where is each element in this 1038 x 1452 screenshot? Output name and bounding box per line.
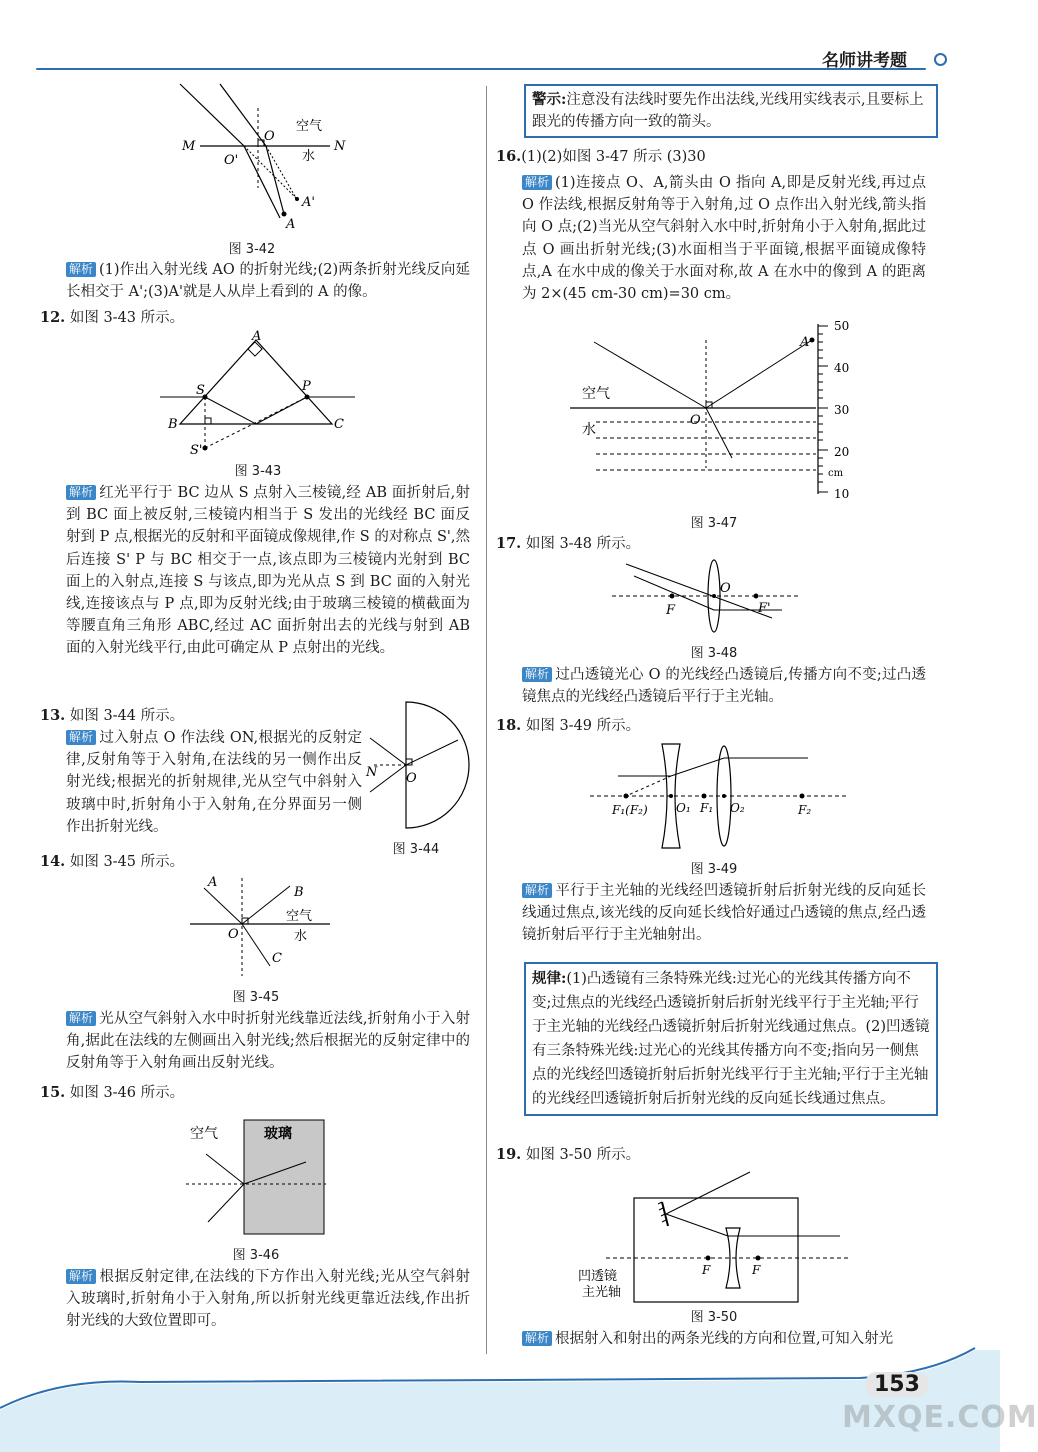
caption-3-46: 图 3-46 (232, 1248, 280, 1263)
fig45-label-air: 空气 (286, 909, 313, 924)
header-dot-icon (934, 53, 947, 66)
caption-3-47: 图 3-47 (690, 516, 738, 531)
watermark: MXQE.COM (842, 1400, 1038, 1435)
fig47-tick-40: 40 (834, 361, 850, 375)
figure-3-46 (186, 1118, 336, 1238)
fig45-label-b: B (294, 885, 304, 900)
fig49-label-f1: F₁ (700, 801, 714, 815)
caption-3-48: 图 3-48 (690, 646, 738, 661)
fig43-label-s2: S' (190, 443, 203, 458)
fig47-tick-10: 10 (834, 487, 850, 501)
figure-3-47 (566, 318, 866, 508)
header-dot-left (36, 63, 46, 73)
fig42-label-a: A (286, 217, 296, 232)
fig47-label-air: 空气 (582, 386, 610, 402)
caption-3-42: 图 3-42 (228, 242, 276, 257)
fig43-label-a: A (252, 329, 262, 344)
question-18: 18. 如图 3-49 所示。 (496, 717, 641, 734)
fig50-label-f-right: F (752, 1263, 761, 1277)
fig47-tick-20: 20 (834, 445, 850, 459)
fig45-label-o: O (228, 927, 239, 942)
warning-box: 警示:注意没有法线时要先作出法线,光线用实线表示,且要标上跟光的传播方向一致的箭头。 (524, 84, 938, 138)
figure-3-49 (590, 740, 850, 852)
fig48-label-f2: F' (758, 601, 771, 616)
fig49-label-f2: F₂ (798, 803, 812, 817)
caption-3-45: 图 3-45 (232, 990, 280, 1005)
answer-11: 解析 (1)作出入射光线 AO 的折射光线;(2)两条折射光线反向延长相交于 A';(3)A'就是人从岸上看到的 A 的像。 (66, 262, 470, 301)
fig47-tick-30: 30 (834, 403, 850, 417)
figure-3-45 (190, 870, 330, 980)
caption-3-49: 图 3-49 (690, 862, 738, 877)
answer-18: 解析 平行于主光轴的光线经凹透镜折射后折射光线的反向延长线通过焦点,该光线的反向延长线恰好通过凸透镜的焦点,经凸透镜折射后平行于主光轴射出。 (522, 883, 926, 944)
fig42-label-o: O (264, 129, 275, 144)
header-title: 名师讲考题 (822, 51, 907, 71)
answer-12: 解析 红光平行于 BC 边从 S 点射入三棱镜,经 AB 面折射后,射到 BC 面上被反射,三棱镜内相当于 S 发出的光线经 BC 面反射到 P 点,根据光的反射和平面镜成像规律,作 S 的对称点 S',然后连接 S' P 与 BC 相交于一点,该点即为三棱镜内光射到 BC 面上的入射点,连接 S 与该点,即为光从点 S 到 BC 面的入射光线,连接该点与 P 点,即为反射光线;由于玻璃三棱镜的横截面为等腰直角三角形 ABC,经过 AC 面折射出去的光线与射到 AB 面的入射光线平行,由此可确定从 P 点射出的光线。 (66, 485, 470, 657)
fig49-label-o2: O₂ (730, 801, 745, 815)
fig45-label-water: 水 (294, 929, 308, 944)
fig50-label-axis: 主光轴 (582, 1285, 622, 1300)
figure-3-48 (612, 556, 802, 638)
fig44-label-o: O (406, 771, 417, 786)
column-divider (486, 86, 487, 1354)
fig42-label-m: M (182, 139, 196, 154)
fig42-label-o2: O' (224, 153, 239, 168)
fig43-label-p: P (302, 379, 311, 394)
fig48-label-o: O (720, 581, 731, 596)
fig43-label-s: S (196, 383, 205, 398)
answer-19: 解析 根据射入和射出的两条光线的方向和位置,可知入射光 (522, 1328, 932, 1350)
fig43-label-b: B (168, 417, 178, 432)
page-number: 153 (866, 1372, 928, 1397)
fig46-label-air: 空气 (190, 1126, 218, 1142)
caption-3-44: 图 3-44 (392, 842, 440, 857)
fig44-label-n: N (366, 765, 378, 780)
fig47-tick-50: 50 (834, 319, 850, 333)
answer-17: 解析 过凸透镜光心 O 的光线经凸透镜后,传播方向不变;过凸透镜焦点的光线经凸透镜后平行于主光轴。 (522, 667, 926, 706)
question-14: 14. 如图 3-45 所示。 (40, 853, 185, 870)
caption-3-50: 图 3-50 (690, 1310, 738, 1325)
fig45-label-a: A (208, 875, 218, 890)
answer-15: 解析 根据反射定律,在法线的下方作出入射光线;光从空气斜射入玻璃时,折射角小于入射角,所以折射光线更靠近法线,作出折射光线的大致位置即可。 (66, 1269, 470, 1330)
question-12: 12. 如图 3-43 所示。 (40, 309, 185, 326)
fig45-label-c: C (272, 951, 282, 966)
fig50-label-concave: 凹透镜 (578, 1269, 618, 1284)
fig49-label-o1: O₁ (676, 801, 691, 815)
question-16: 16.(1)(2)如图 3-47 所示 (3)30 (496, 148, 706, 165)
fig42-label-water: 水 (302, 149, 316, 164)
question-17: 17. 如图 3-48 所示。 (496, 535, 641, 552)
rule-box: 规律:(1)凸透镜有三条特殊光线:过光心的光线其传播方向不变;过焦点的光线经凸透镜折射后折射光线平行于主光轴;平行于主光轴的光线经凸透镜折射后折射光线通过焦点。(2)凹透镜有三条特殊光线:过光心的光线其传播方向不变;指向另一侧焦点的光线经凹透镜折射后折射光线平行于主光轴;平行于主光轴的光线经凹透镜折射后折射光线的反向延长线通过焦点。 (524, 962, 938, 1116)
fig48-label-f: F (666, 603, 676, 618)
fig47-label-water: 水 (582, 422, 596, 438)
fig42-label-n: N (334, 139, 346, 154)
fig42-label-a2: A' (302, 195, 315, 210)
figure-3-44 (362, 698, 472, 838)
question-19: 19. 如图 3-50 所示。 (496, 1146, 641, 1163)
answer-13: 解析 过入射点 O 作法线 ON,根据光的反射定律,反射角等于入射角,在法线的另一侧作出反射光线;根据光的折射规律,光从空气中斜射入玻璃中时,折射角小于入射角,在分界面另一侧作出折射光线。 (66, 730, 362, 835)
header-rule (36, 68, 926, 70)
fig42-label-air: 空气 (296, 119, 323, 134)
fig49-label-f1f2: F₁(F₂) (612, 803, 648, 817)
fig47-label-a: A (800, 335, 810, 350)
caption-3-43: 图 3-43 (234, 464, 282, 479)
question-13: 13. 如图 3-44 所示。 (40, 707, 185, 724)
figure-3-42 (180, 78, 350, 238)
answer-16: 解析 (1)连接点 O、A,箭头由 O 指向 A,即是反射光线,再过点 O 作法线,根据反射角等于入射角,过 O 点作出入射光线,箭头指向 O 点;(2)当光从空气斜射入水中时,折射角小于入射角,据此过点 O 画出折射光线;(3)水面相当于平面镜,根据平面镜成像特点,A 在水中成的像关于水面对称,故 A 在水中的像到 A 的距离为 2×(45 cm-30 cm)=30 cm。 (522, 175, 926, 303)
figure-3-43 (160, 330, 360, 460)
answer-14: 解析 光从空气斜射入水中时折射光线靠近法线,折射角小于入射角,据此在法线的左侧画出入射光线;然后根据光的反射定律中的反射角等于入射角画出反射光线。 (66, 1011, 470, 1072)
fig43-label-c: C (334, 417, 344, 432)
fig47-unit: cm (828, 468, 844, 479)
fig47-label-o: O (690, 413, 701, 428)
question-15: 15. 如图 3-46 所示。 (40, 1084, 185, 1101)
fig46-label-glass: 玻璃 (264, 1126, 292, 1142)
fig50-label-f-left: F (702, 1263, 711, 1277)
figure-3-50 (578, 1168, 854, 1304)
